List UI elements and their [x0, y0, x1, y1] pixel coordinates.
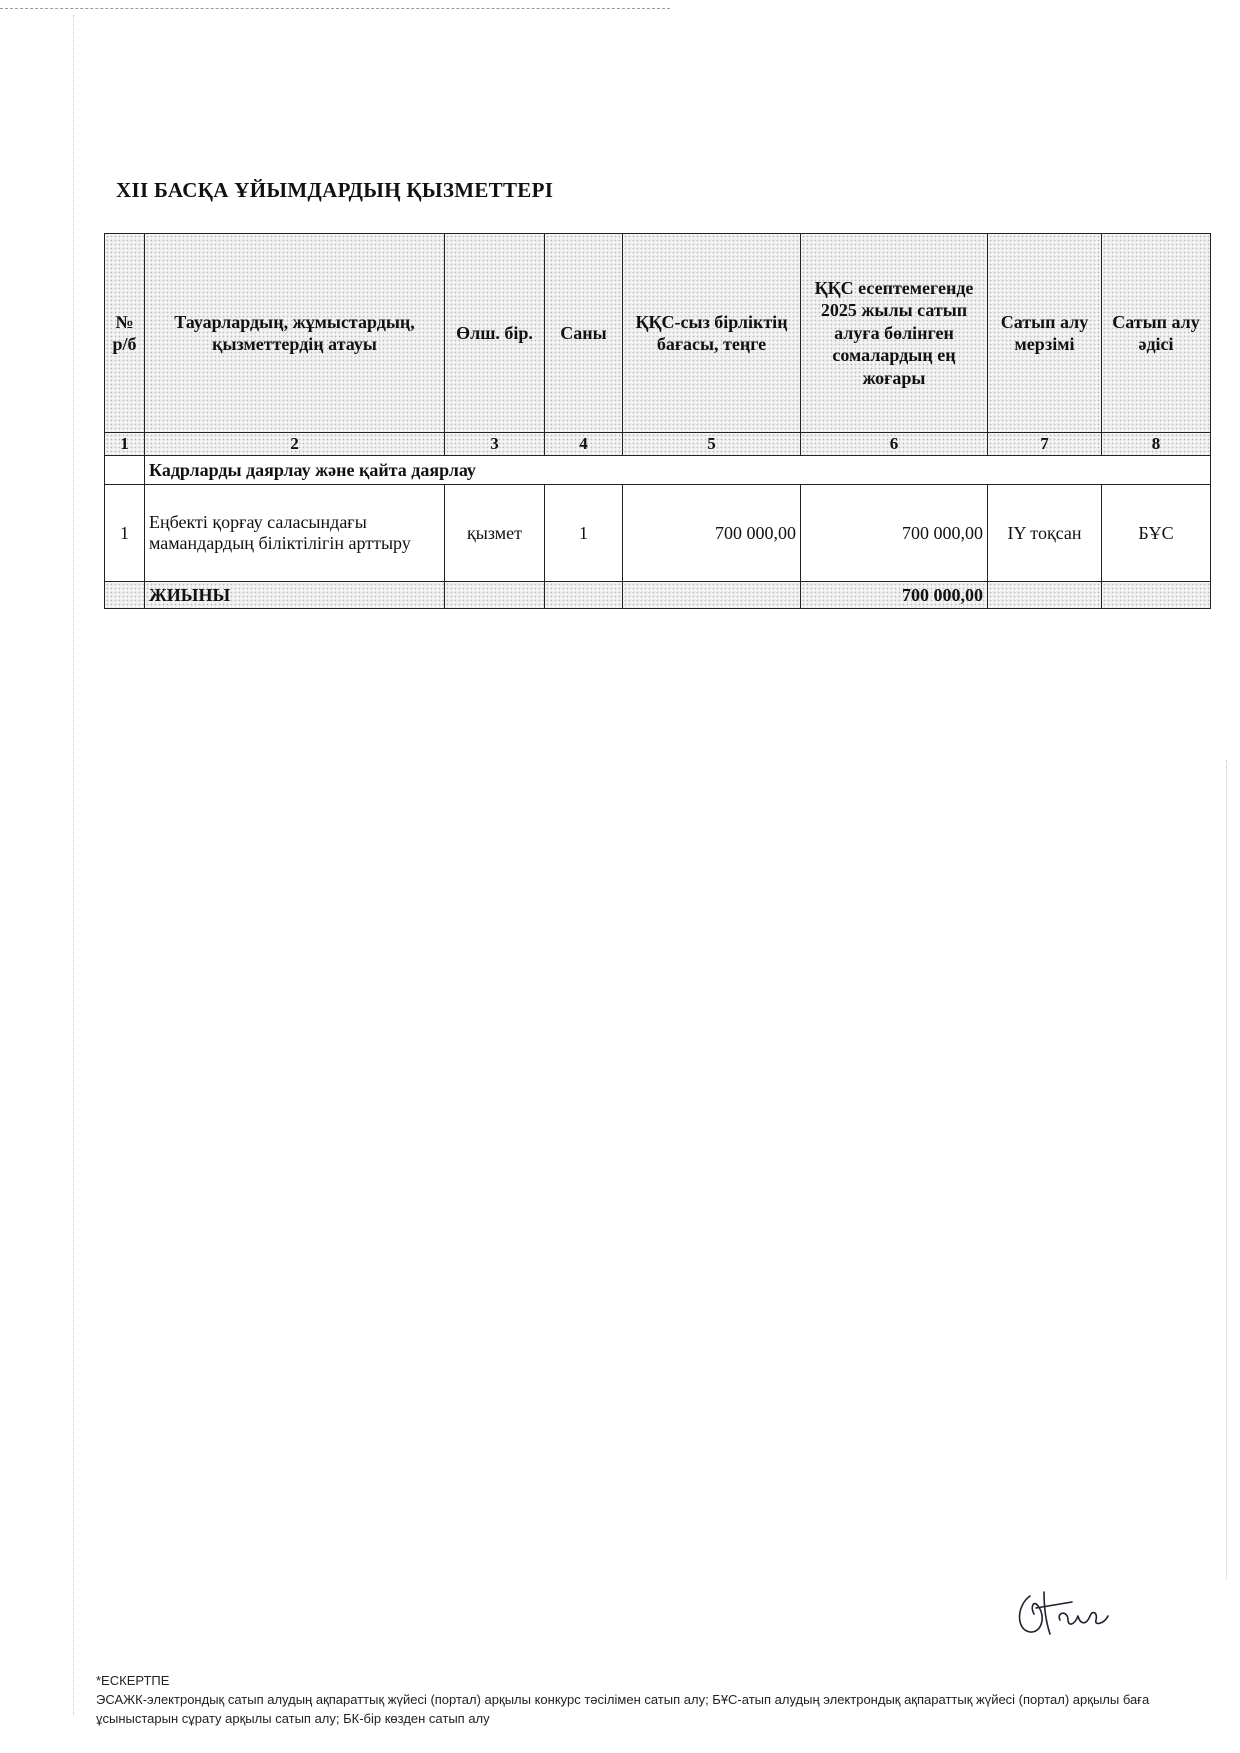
total-row	[105, 582, 1211, 609]
column-number: 8	[1102, 433, 1211, 456]
header-quantity: Саны	[545, 234, 623, 433]
column-number: 2	[145, 433, 445, 456]
total-empty-cell	[445, 582, 545, 609]
section-number-cell	[105, 456, 145, 485]
scan-edge-right	[1226, 760, 1227, 1580]
header-period: Сатып алу мерзімі	[988, 234, 1102, 433]
row-method: БҰС	[1102, 485, 1211, 582]
total-empty-cell	[988, 582, 1102, 609]
total-empty-cell	[545, 582, 623, 609]
column-number: 5	[623, 433, 801, 456]
scan-edge-top	[0, 8, 670, 9]
footnote-heading: *ЕСКЕРТПЕ	[96, 1673, 170, 1688]
header-row	[105, 234, 1211, 433]
row-period: IY тоқсан	[988, 485, 1102, 582]
header-unit-price: ҚҚС-сыз бірліктің бағасы, теңге	[623, 234, 801, 433]
total-label: ЖИЫНЫ	[145, 582, 445, 609]
header-method: Сатып алу әдісі	[1102, 234, 1211, 433]
section-title: Кадрларды даярлау және қайта даярлау	[145, 456, 1211, 485]
header-number: № р/б	[105, 234, 145, 433]
column-number: 3	[445, 433, 545, 456]
row-name: Еңбекті қорғау саласындағы мамандардың біліктілігін арттыру	[145, 485, 445, 582]
row-amount: 700 000,00	[801, 485, 988, 582]
header-unit: Өлш. бір.	[445, 234, 545, 433]
column-number: 7	[988, 433, 1102, 456]
page-title: XII БАСҚА ҰЙЫМДАРДЫҢ ҚЫЗМЕТТЕРІ	[116, 178, 554, 202]
scan-edge-left	[73, 15, 74, 1715]
row-unit: қызмет	[445, 485, 545, 582]
row-number: 1	[105, 485, 145, 582]
footnote-text: ЭСАЖК-электрондық сатып алудың ақпараттық жүйесі (портал) арқылы конкурс тәсілімен сатып алу; БҰС-атып алудың электрондық ақпараттық жүйесі (портал) арқылы баға ұсыныстарын сұрату арқылы сатып алу; БК-бір көзден сатып алу	[96, 1691, 1150, 1726]
signature	[1010, 1586, 1126, 1638]
total-empty-cell	[1102, 582, 1211, 609]
table-row	[105, 485, 1211, 582]
column-number: 4	[545, 433, 623, 456]
section-row	[105, 456, 1211, 485]
footnote	[96, 1672, 1216, 1729]
column-number: 1	[105, 433, 145, 456]
total-empty-cell	[105, 582, 145, 609]
header-amount: ҚҚС есептемегенде 2025 жылы сатып алуға бөлінген сомалардың ең жоғары	[801, 234, 988, 433]
row-quantity: 1	[545, 485, 623, 582]
total-amount: 700 000,00	[801, 582, 988, 609]
header-name: Тауарлардың, жұмыстардың, қызметтердің атауы	[145, 234, 445, 433]
procurement-table	[104, 233, 1211, 609]
column-number: 6	[801, 433, 988, 456]
row-unit-price: 700 000,00	[623, 485, 801, 582]
total-empty-cell	[623, 582, 801, 609]
column-number-row	[105, 433, 1211, 456]
